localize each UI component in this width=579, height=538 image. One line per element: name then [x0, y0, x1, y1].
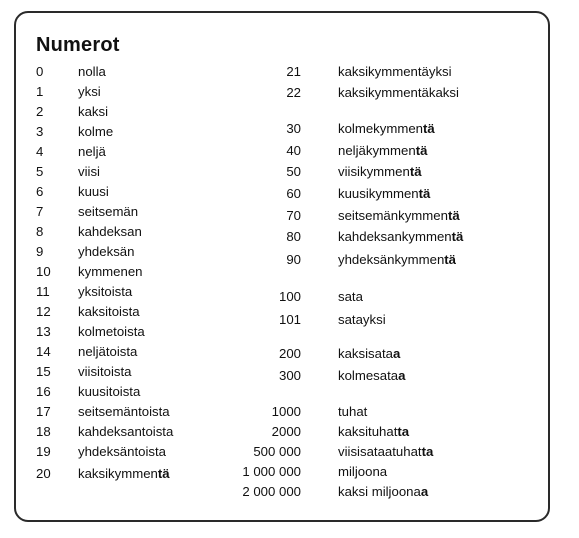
number-left-8: 8 [36, 224, 44, 239]
word-right-3 [338, 143, 427, 159]
word-stem: kahdeksan [78, 224, 142, 239]
word-stem: satayksi [338, 312, 386, 327]
word-left-8 [78, 224, 142, 240]
word-right-12 [338, 368, 405, 384]
number-right-7: 80 [286, 229, 301, 244]
word-right-1 [338, 85, 459, 101]
word-stem: kaksikymmentäyksi [338, 64, 452, 79]
word-suffix-bold: ta [397, 424, 410, 439]
number-right-2: 30 [286, 121, 301, 136]
word-left-3 [78, 124, 113, 140]
word-right-4 [338, 164, 422, 180]
word-stem: kolmekymmen [338, 121, 424, 136]
number-right-8: 90 [286, 252, 301, 267]
word-right-13 [338, 404, 367, 420]
word-stem: yhdeksäntoista [78, 444, 166, 459]
word-right-16 [338, 464, 387, 480]
word-suffix-bold: tä [447, 208, 460, 223]
word-left-12 [78, 304, 140, 320]
number-left-5: 5 [36, 164, 44, 179]
word-suffix-bold: tä [409, 164, 422, 179]
number-right-10: 101 [278, 312, 301, 327]
word-suffix-bold: tä [157, 466, 170, 481]
number-left-15: 15 [36, 364, 51, 379]
number-left-17: 17 [36, 404, 51, 419]
number-left-3: 3 [36, 124, 44, 139]
word-stem: neljätoista [78, 344, 138, 359]
word-stem: kahdeksantoista [78, 424, 174, 439]
word-suffix-bold: a [392, 346, 401, 361]
number-right-1: 22 [286, 85, 301, 100]
number-left-19: 19 [36, 444, 51, 459]
word-right-6 [338, 208, 460, 224]
word-stem: kaksituhat [338, 424, 398, 439]
number-left-16: 16 [36, 384, 51, 399]
word-left-19 [78, 444, 166, 460]
card-title: Numerot [36, 34, 120, 56]
number-left-4: 4 [36, 144, 44, 159]
number-right-5: 60 [286, 186, 301, 201]
number-right-13: 1000 [271, 404, 301, 419]
word-stem: seitsemänkymmen [338, 208, 448, 223]
word-right-7 [338, 229, 463, 245]
word-stem: kaksi miljoona [338, 484, 421, 499]
word-left-13 [78, 324, 145, 340]
number-left-0: 0 [36, 64, 44, 79]
word-left-18 [78, 424, 173, 440]
word-stem: kaksikymmen [78, 466, 158, 481]
word-right-10 [338, 312, 386, 328]
word-stem: miljoona [338, 464, 388, 479]
word-stem: sata [338, 289, 363, 304]
word-stem: yhdeksän [78, 244, 135, 259]
word-suffix-bold: tä [418, 186, 431, 201]
word-suffix-bold: ta [421, 444, 434, 459]
word-stem: kaksi [78, 104, 109, 119]
number-left-9: 9 [36, 244, 44, 259]
word-stem: kymmenen [78, 264, 143, 279]
word-stem: seitsemäntoista [78, 404, 170, 419]
word-left-9 [78, 244, 134, 260]
word-right-5 [338, 186, 430, 202]
number-left-1: 1 [36, 84, 44, 99]
word-stem: yksitoista [78, 284, 133, 299]
word-stem: yksi [78, 84, 101, 99]
word-right-8 [338, 252, 456, 268]
word-stem: seitsemän [78, 204, 139, 219]
number-right-9: 100 [278, 289, 301, 304]
word-stem: kolmetoista [78, 324, 145, 339]
number-left-20: 20 [36, 466, 51, 481]
word-stem: kaksikymmentäkaksi [338, 85, 459, 100]
number-right-17: 2 000 000 [242, 484, 301, 499]
number-right-12: 300 [278, 368, 301, 383]
word-stem: kaksitoista [78, 304, 140, 319]
word-left-16 [78, 384, 140, 400]
word-suffix-bold: tä [415, 143, 428, 158]
word-suffix-bold: a [398, 368, 406, 383]
word-suffix-bold: tä [444, 252, 457, 267]
word-left-2 [78, 104, 108, 120]
word-stem: kaksisata [338, 346, 393, 361]
word-stem: kuusi [78, 184, 109, 199]
word-left-6 [78, 184, 109, 200]
word-left-0 [78, 64, 106, 80]
word-left-7 [78, 204, 138, 220]
number-left-12: 12 [36, 304, 51, 319]
word-stem: kolme [78, 124, 114, 139]
word-stem: neljä [78, 144, 106, 159]
number-right-16: 1 000 000 [242, 464, 301, 479]
word-right-0 [338, 64, 452, 80]
number-left-14: 14 [36, 344, 51, 359]
number-left-11: 11 [36, 284, 50, 299]
number-right-15: 500 000 [253, 444, 301, 459]
word-left-11 [78, 284, 132, 300]
word-left-1 [78, 84, 101, 100]
word-stem: viisikymmen [338, 164, 410, 179]
number-left-18: 18 [36, 424, 51, 439]
word-right-11 [338, 346, 400, 362]
word-stem: tuhat [338, 404, 368, 419]
number-left-7: 7 [36, 204, 44, 219]
number-left-13: 13 [36, 324, 51, 339]
number-right-6: 70 [286, 208, 301, 223]
word-suffix-bold: tä [423, 121, 435, 136]
word-right-14 [338, 424, 409, 440]
word-stem: viisisataatuhat [338, 444, 422, 459]
word-right-15 [338, 444, 433, 460]
word-suffix-bold: tä [451, 229, 464, 244]
word-stem: viisi [78, 164, 100, 179]
word-right-9 [338, 289, 363, 305]
number-right-11: 200 [278, 346, 301, 361]
word-stem: neljäkymmen [338, 143, 416, 158]
word-left-14 [78, 344, 137, 360]
word-right-2 [338, 121, 435, 137]
word-stem: nolla [78, 64, 106, 79]
number-left-2: 2 [36, 104, 44, 119]
word-left-4 [78, 144, 106, 160]
word-left-10 [78, 264, 143, 280]
word-stem: yhdeksänkymmen [338, 252, 445, 267]
word-stem: kuusitoista [78, 384, 141, 399]
word-left-17 [78, 404, 170, 420]
word-left-20 [78, 466, 170, 482]
number-right-0: 21 [286, 64, 301, 79]
number-right-14: 2000 [271, 424, 301, 439]
number-left-10: 10 [36, 264, 51, 279]
word-right-17 [338, 484, 428, 500]
word-left-5 [78, 164, 100, 180]
word-stem: viisitoista [78, 364, 132, 379]
number-right-4: 50 [286, 164, 301, 179]
word-left-15 [78, 364, 132, 380]
word-stem: kuusikymmen [338, 186, 419, 201]
word-stem: kahdeksankymmen [338, 229, 452, 244]
number-left-6: 6 [36, 184, 44, 199]
number-right-3: 40 [286, 143, 301, 158]
word-stem: kolmesata [338, 368, 399, 383]
word-suffix-bold: a [420, 484, 429, 499]
